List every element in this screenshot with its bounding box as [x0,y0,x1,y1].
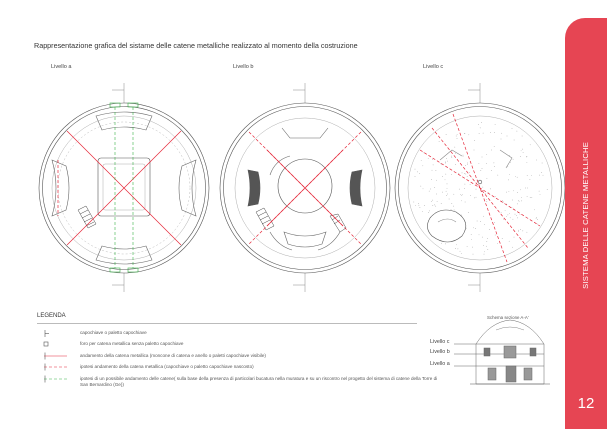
stipple-dot [478,124,479,125]
stipple-dot [453,194,454,195]
stipple-dot [482,157,483,158]
stipple-dot [539,191,540,192]
page-title: Rappresentazione grafica del sistame delle catene metalliche realizzato al momento della costruzione [34,41,358,50]
stipple-dot [527,162,528,163]
stipple-dot [446,195,447,196]
level-b-label: Livello b [233,64,254,70]
stipple-dot [420,207,421,208]
stipple-dot [509,241,510,242]
stipple-dot [521,197,522,198]
square-hole-icon [44,342,48,346]
stipple-dot [484,251,485,252]
stipple-dot [436,194,437,195]
stipple-dot [432,170,433,171]
stipple-dot [480,170,481,171]
stipple-dot [435,206,436,207]
stipple-dot [509,213,510,214]
stipple-dot [428,212,429,213]
stipple-dot [415,176,416,177]
stipple-dot [463,156,464,157]
legend-item-text: ipotesi di un possibile andamento delle catene( sulla base della presenza di particolari bucatura nella muratura e su un riscontro nel progetto del sistema di catene della Torre di [80,376,438,381]
stipple-dot [462,173,463,174]
stipple-dot [436,180,437,181]
stipple-dot [522,231,523,232]
stipple-dot [447,161,448,162]
stipple-dot [517,177,518,178]
stipple-dot [494,163,495,164]
stipple-dot [525,188,526,189]
stipple-dot [461,200,462,201]
stipple-dot [506,216,507,217]
stipple-dot [537,224,538,225]
stipple-dot [422,165,423,166]
stipple-dot [464,173,465,174]
stipple-dot [467,164,468,165]
stipple-dot [494,166,495,167]
stipple-dot [442,192,443,193]
stipple-dot [509,155,510,156]
stipple-dot [451,209,452,210]
stipple-dot [543,175,544,176]
stipple-dot [530,179,531,180]
legend-item-text-continued: San Bernardino (Ge)) [80,382,124,387]
stipple-dot [522,149,523,150]
stipple-dot [541,172,542,173]
stipple-dot [449,199,450,200]
stipple-dot [451,156,452,157]
stipple-dot [421,160,422,161]
stipple-dot [446,191,447,192]
plan-level-b [220,83,390,292]
stipple-dot [437,201,438,202]
stipple-dot [428,158,429,159]
stipple-dot [513,190,514,191]
stipple-dot [476,189,477,190]
stipple-dot [474,140,475,141]
stipple-dot [489,229,490,230]
stipple-dot [464,133,465,134]
stipple-dot [491,170,492,171]
stipple-dot [520,189,521,190]
stipple-dot [494,222,495,223]
stipple-dot [505,210,506,211]
stipple-dot [506,192,507,193]
stipple-dot [447,194,448,195]
stipple-dot [440,163,441,164]
stipple-dot [531,197,532,198]
stipple-dot [457,138,458,139]
stipple-dot [482,237,483,238]
legend-item-text: ipotesi andamento della catena metallica (capochiave o paletto capochiave nascosto) [80,364,254,369]
stipple-dot [537,219,538,220]
legend-item-text: andamento della catena metallica (moncone di catena e anello o paletti capochiave visibile) [80,353,266,358]
stipple-dot [464,188,465,189]
legend-item-text: foro per catena metallica senza paletto capochiave [80,341,184,346]
stipple-dot [476,197,477,198]
stipple-dot [512,128,513,129]
stipple-dot [467,163,468,164]
stipple-dot [429,211,430,212]
stipple-dot [487,178,488,179]
stipple-dot [507,166,508,167]
stipple-dot [483,245,484,246]
stipple-dot [432,200,433,201]
stipple-dot [502,200,503,201]
stipple-dot [473,254,474,255]
stipple-dot [486,154,487,155]
stipple-dot [445,244,446,245]
stipple-dot [468,212,469,213]
stipple-dot [527,175,528,176]
stipple-dot [494,132,495,133]
legend-item-text: capochiave o paletto capochiave [80,330,147,335]
stipple-dot [472,247,473,248]
stipple-dot [487,249,488,250]
stipple-dot [534,209,535,210]
stipple-dot [442,176,443,177]
stipple-dot [542,163,543,164]
stipple-dot [521,201,522,202]
stipple-dot [432,205,433,206]
stipple-dot [530,197,531,198]
stipple-dot [514,237,515,238]
stipple-dot [432,159,433,160]
stipple-dot [517,218,518,219]
stipple-dot [518,200,519,201]
stipple-dot [430,189,431,190]
stipple-dot [508,180,509,181]
stipple-dot [522,136,523,137]
stipple-dot [513,219,514,220]
stipple-dot [468,134,469,135]
stipple-dot [463,155,464,156]
stipple-dot [431,201,432,202]
stipple-dot [458,249,459,250]
stipple-dot [479,234,480,235]
stipple-dot [457,134,458,135]
section-title: Schema sezione A-A' [487,315,529,320]
stipple-dot [485,193,486,194]
stipple-dot [465,174,466,175]
stipple-dot [494,146,495,147]
stipple-dot [521,150,522,151]
stipple-dot [456,244,457,245]
stipple-dot [517,204,518,205]
stipple-dot [420,186,421,187]
stipple-dot [431,179,432,180]
section-level-b-label: Livello b [430,349,450,355]
plan-b-chains [249,132,361,244]
stipple-dot [469,172,470,173]
stipple-dot [422,211,423,212]
legend-divider [37,323,417,324]
stipple-dot [434,205,435,206]
stipple-dot [507,136,508,137]
stipple-dot [481,122,482,123]
stipple-dot [441,243,442,244]
stipple-dot [536,160,537,161]
stipple-dot [456,136,457,137]
stipple-dot [527,196,528,197]
stipple-dot [467,246,468,247]
stipple-dot [436,212,437,213]
stipple-dot [415,169,416,170]
stipple-dot [460,251,461,252]
stipple-dot [474,198,475,199]
stipple-dot [517,192,518,193]
stipple-dot [539,175,540,176]
stipple-dot [413,202,414,203]
stipple-dot [445,163,446,164]
stipple-dot [495,124,496,125]
stipple-dot [512,207,513,208]
stipple-dot [514,140,515,141]
stipple-dot [512,200,513,201]
stipple-dot [446,134,447,135]
plan-a-green-hypothesis [115,107,133,268]
stipple-dot [445,174,446,175]
stipple-dot [497,175,498,176]
section-schema [454,320,550,384]
stipple-dot [419,173,420,174]
stipple-dot [483,216,484,217]
stipple-dot [487,238,488,239]
stipple-dot [453,206,454,207]
stipple-dot [461,195,462,196]
stipple-dot [423,188,424,189]
stipple-dot [536,217,537,218]
stipple-dot [474,150,475,151]
stipple-dot [429,191,430,192]
stipple-dot [479,163,480,164]
stipple-dot [447,188,448,189]
stipple-dot [512,247,513,248]
stipple-dot [495,235,496,236]
red-line-icon [44,353,67,360]
stipple-dot [516,215,517,216]
stipple-dot [419,205,420,206]
stipple-dot [458,173,459,174]
stipple-dot [501,212,502,213]
stipple-dot [483,133,484,134]
stipple-dot [465,202,466,203]
stipple-dot [475,228,476,229]
stipple-dot [540,194,541,195]
stipple-dot [461,253,462,254]
stipple-dot [418,203,419,204]
stipple-dot [518,230,519,231]
stipple-dot [486,201,487,202]
stipple-dot [439,141,440,142]
stipple-dot [486,246,487,247]
stipple-dot [455,248,456,249]
stipple-dot [479,133,480,134]
section-level-c-label: Livello c [430,339,450,345]
green-dashed-icon [44,376,67,383]
side-title-text: SISTEMA DELLE CATENE METALLICHE [580,141,590,289]
stipple-dot [470,195,471,196]
stipple-dot [445,179,446,180]
stipple-dot [441,203,442,204]
stipple-dot [455,153,456,154]
stipple-dot [480,221,481,222]
stipple-dot [484,224,485,225]
stipple-dot [527,232,528,233]
stipple-dot [454,210,455,211]
stipple-dot [509,191,510,192]
section-level-a-label: Livello a [430,361,450,367]
stipple-dot [523,152,524,153]
stipple-dot [501,133,502,134]
stipple-dot [509,174,510,175]
stipple-dot [424,205,425,206]
legend-symbols [44,330,67,383]
stipple-dot [547,189,548,190]
stipple-dot [471,234,472,235]
stipple-dot [445,162,446,163]
stipple-dot [508,215,509,216]
stipple-dot [462,194,463,195]
plan-level-a [39,83,209,292]
stipple-dot [503,219,504,220]
stipple-dot [503,202,504,203]
stipple-dot [465,184,466,185]
stipple-dot [441,164,442,165]
stipple-dot [454,147,455,148]
stipple-dot [520,214,521,215]
stipple-dot [447,184,448,185]
stipple-dot [490,132,491,133]
stipple-dot [423,152,424,153]
stipple-dot [451,203,452,204]
stipple-dot [513,159,514,160]
stipple-dot [451,157,452,158]
stipple-dot [415,205,416,206]
stipple-dot [433,165,434,166]
stipple-dot [434,187,435,188]
stipple-dot [482,187,483,188]
stipple-dot [527,188,528,189]
stipple-dot [527,156,528,157]
stipple-dot [451,174,452,175]
stipple-dot [501,139,502,140]
page-number: 12 [577,395,595,412]
stipple-dot [465,165,466,166]
stipple-dot [518,231,519,232]
stipple-dot [470,184,471,185]
stipple-dot [459,189,460,190]
capochiave-icon [45,330,49,337]
stipple-dot [486,199,487,200]
stipple-dot [446,158,447,159]
stipple-dot [510,162,511,163]
stipple-dot [484,254,485,255]
stipple-dot [495,196,496,197]
stipple-dot [510,217,511,218]
stipple-dot [466,228,467,229]
stipple-dot [471,239,472,240]
plan-a-chains [58,131,181,245]
stipple-dot [486,163,487,164]
stipple-dot [520,156,521,157]
stipple-dot [461,215,462,216]
stipple-dot [455,164,456,165]
stipple-dot [482,168,483,169]
red-dashed-icon [44,364,67,371]
stipple-dot [497,243,498,244]
stipple-dot [473,227,474,228]
stipple-dot [460,194,461,195]
stipple-dot [467,176,468,177]
legend-title: LEGENDA [37,313,66,319]
level-a-label: Livello a [51,64,72,70]
stipple-dot [515,176,516,177]
stipple-dot [491,150,492,151]
stipple-dot [530,144,531,145]
stipple-dot [515,214,516,215]
stipple-dot [520,229,521,230]
stipple-dot [502,238,503,239]
stipple-dot [531,175,532,176]
stipple-dot [519,201,520,202]
side-title [578,141,592,289]
stipple-dot [517,131,518,132]
stipple-dot [486,241,487,242]
stipple-dot [436,170,437,171]
stipple-dot [417,172,418,173]
level-c-label: Livello c [423,64,444,70]
stipple-dot [490,189,491,190]
stipple-dot [477,221,478,222]
stipple-dot [480,128,481,129]
